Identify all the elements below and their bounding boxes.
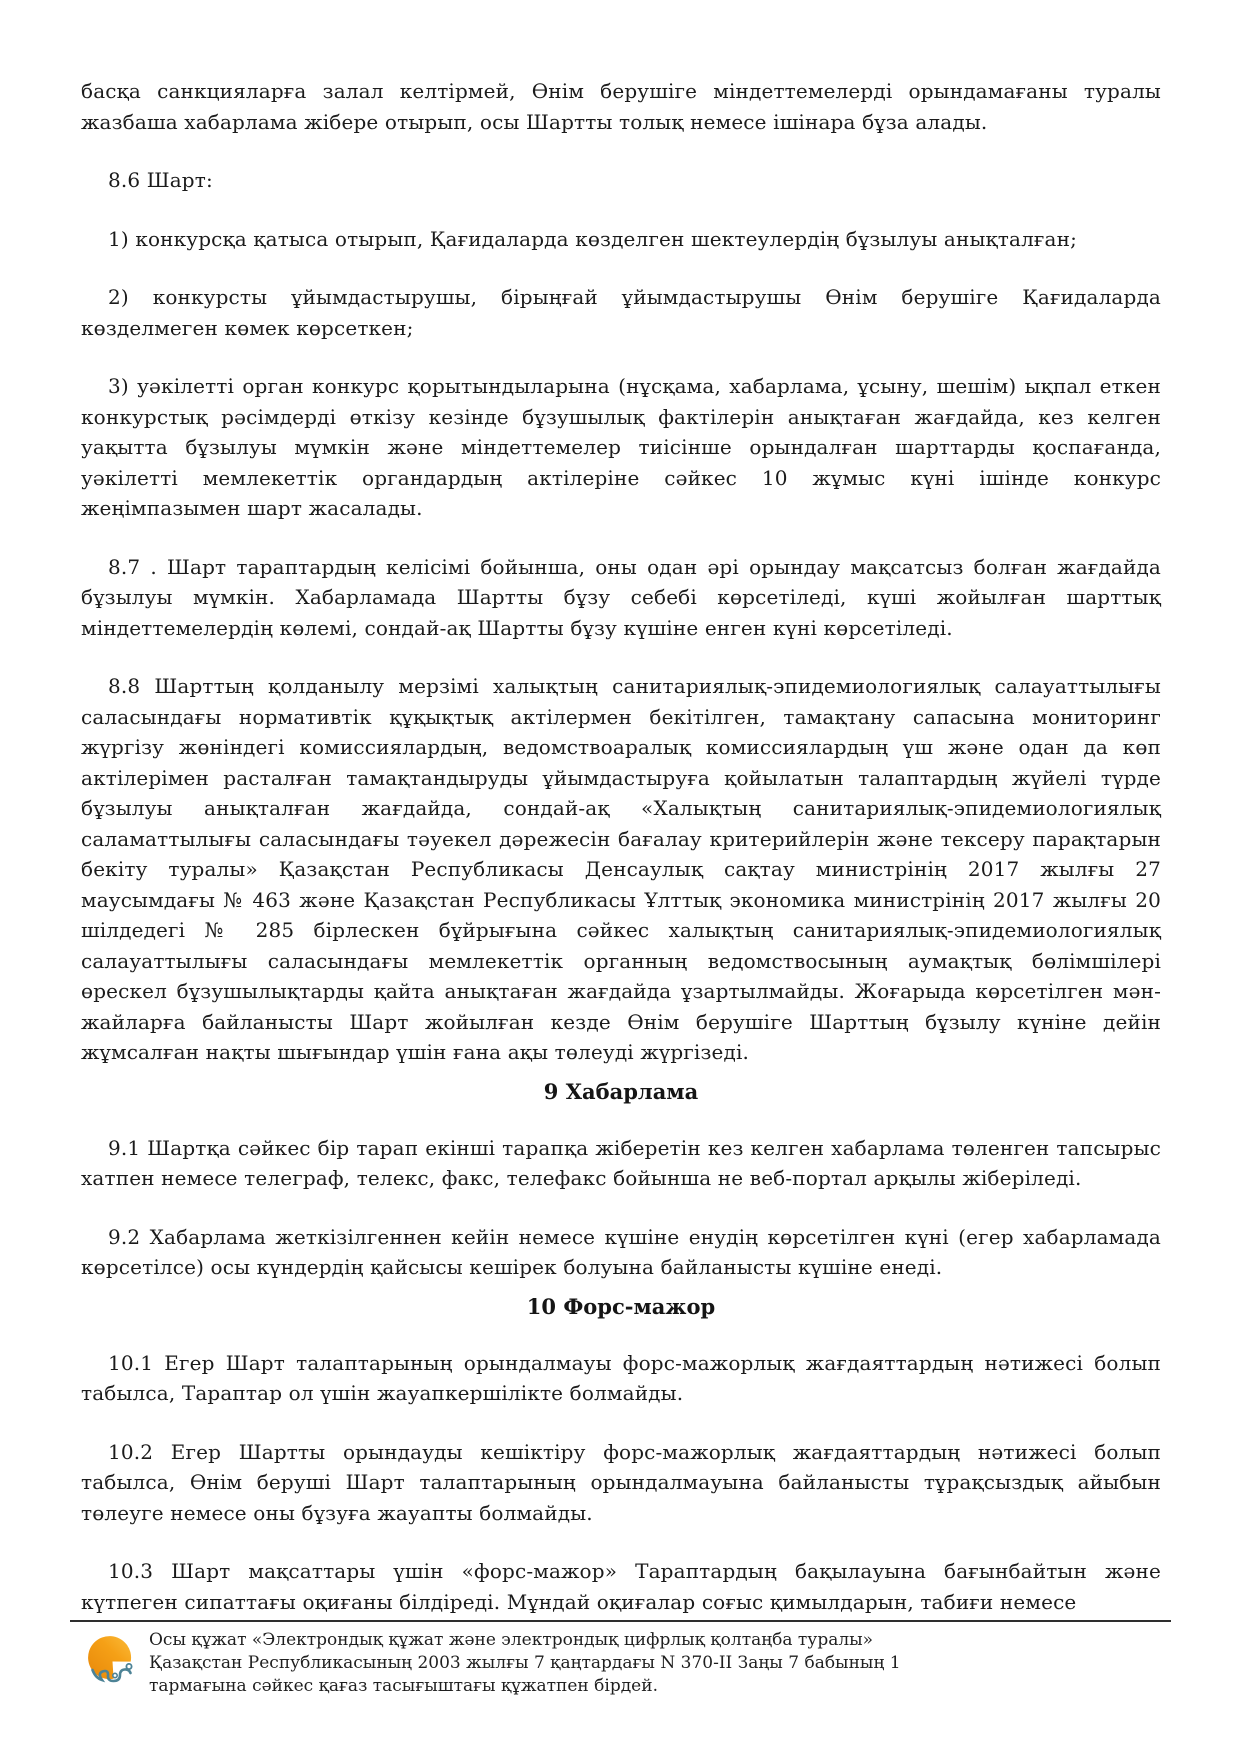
section-heading-notification: 9 Хабарлама	[543, 1078, 699, 1104]
paragraph: 2) конкурсты ұйымдастырушы, бірыңғай ұйымдастырушы Өнім берушіге Қағидаларда көзделмеген көмек көрсеткен;	[81, 285, 1161, 340]
paragraph: 8.6 Шарт:	[108, 168, 213, 192]
document-body	[81, 76, 1161, 1617]
footer-separator-line	[70, 1620, 1171, 1622]
paragraph: 8.8 Шарттың қолданылу мерзімі халықтың санитариялық-эпидемиологиялық салауаттылығы саласындағы нормативтік құқықтық актілермен бекітілген, тамақтану сапасына мониторинг жүргізу жөніндегі комиссиялардың, ведомствоаралық комиссиялардың үш және одан да көп актілерімен расталған тамақтандыруды ұйымдастыруға қойылатын талаптардың жүйелі түрде бұзылуы анықталған жағдайда, сондай-ақ «Халықтың санитариялық-эпидемиологиялық саламаттылығы саласындағы тәуекел дәрежесін бағалау критерийлерін және тексеру парақтарын бекіту туралы» Қазақстан Республикасы Денсаулық сақтау министрінің 2017 жылғы 27 маусымдағы № 463 және Қазақстан Республикасы Ұлттық экономика министрінің 2017 жылғы 20 шілдедегі № 285 бірлескен бұйрығына сәйкес халықтың санитариялық-эпидемиологиялық салауаттылығы саласындағы мемлекеттік органның ведомствосының аумақтық бөлімшілері өрескел бұзушылықтарды қайта анықтаған жағдайда ұзартылмайды. Жоғарыда көрсетілген мән-жайларға байланысты Шарт жойылған кезде Өнім берушіге Шарттың бұзылу күніне дейін жұмсалған нақты шығындар үшін ғана ақы төлеуді жүргізеді.	[81, 674, 1161, 1064]
section-heading-force-majeure: 10 Форс-мажор	[526, 1293, 716, 1319]
digital-signature-stamp-icon	[84, 1633, 136, 1691]
paragraph: 1) конкурсқа қатыса отырып, Қағидаларда көзделген шектеулердің бұзылуы анықталған;	[108, 226, 1077, 251]
paragraph: 10.2 Егер Шартты орындауды кешіктіру форс-мажорлық жағдаяттардың нәтижесі болып табылса, Өнім беруші Шарт талаптарының орындалмауына байланысты тұрақсыздық айыбын төлеуге немесе оны бұзуға жауапты болмайды.	[81, 1439, 1161, 1525]
paragraph: 3) уәкілетті орган конкурс қорытындыларына (нұсқама, хабарлама, ұсыну, шешім) ықпал еткен конкурстық рәсімдерді өткізу кезінде бұзушылық фактілерін анықтаған жағдайда, кез келген уақытта бұзылуы мүмкін және міндеттемелер тиісінше орындалған шарттарды қоспағанда, уәкілетті мемлекеттік органдардың актілеріне сәйкес 10 жұмыс күні ішінде конкурс жеңімпазымен шарт жасалады.	[81, 374, 1161, 520]
paragraph: 8.7 . Шарт тараптардың келісімі бойынша, оны одан әрі орындау мақсатсыз болған жағдайда бұзылуы мүмкін. Хабарламада Шартты бұзу себебі көрсетіледі, күші жойылған шарттық міндеттемелердің көлемі, сондай-ақ Шартты бұзу күшіне енген күні көрсетіледі.	[81, 554, 1161, 640]
paragraph: 9.1 Шартқа сәйкес бір тарап екінші тарапқа жіберетін кез келген хабарлама төленген тапсырыс хатпен немесе телеграф, телекс, факс, телефакс бойынша не веб-портал арқылы жіберіледі.	[81, 1135, 1161, 1190]
paragraph: басқа санкцияларға залал келтірмей, Өнім берушіге міндеттемелерді орындамағаны туралы жазбаша хабарлама жібере отырып, осы Шартты толық немесе ішінара бұза алады.	[81, 79, 1161, 134]
footer-legal-text: Осы құжат «Электрондық құжат және электрондық цифрлық қолтаңба туралы» Қазақстан Республикасының 2003 жылғы 7 қаңтардағы N 370-II Заңы 7 бабының 1 тармағына сәйкес қағаз тасығыштағы құжатпен бірдей.	[149, 1630, 901, 1696]
paragraph: 9.2 Хабарлама жеткізілгеннен кейін немесе күшіне енудің көрсетілген күні (егер хабарламада көрсетілсе) осы күндердің қайсысы кешірек болуына байланысты күшіне енеді.	[81, 1224, 1161, 1279]
footer	[84, 1629, 949, 1698]
paragraph: 10.3 Шарт мақсаттары үшін «форс-мажор» Тараптардың бақылауына бағынбайтын және күтпеген сипаттағы оқиғаны білдіреді. Мұндай оқиғалар соғыс қимылдарын, табиғи немесе	[81, 1559, 1161, 1614]
paragraph: 10.1 Егер Шарт талаптарының орындалмауы форс-мажорлық жағдаяттардың нәтижесі болып табылса, Тараптар ол үшін жауапкершілікте болмайды.	[81, 1350, 1161, 1405]
